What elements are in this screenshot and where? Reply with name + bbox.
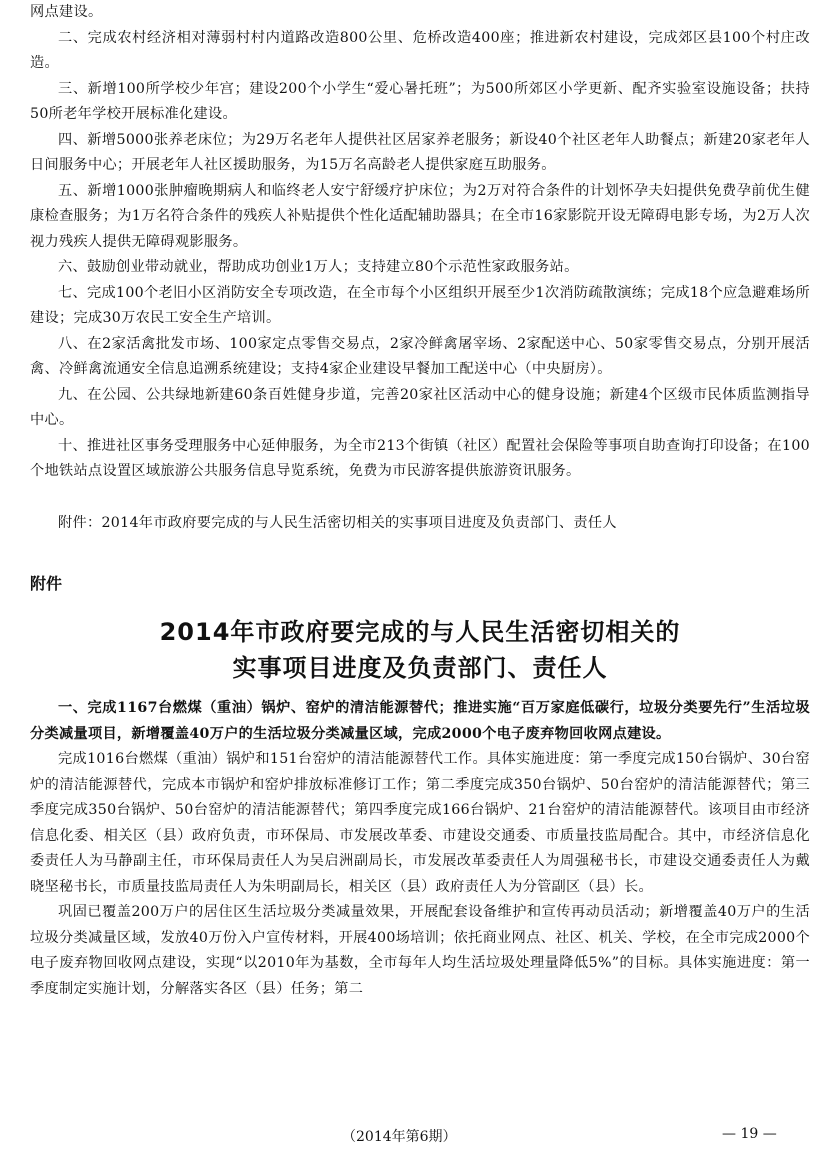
attachment-note: 附件：2014年市政府要完成的与人民生活密切相关的实事项目进度及负责部门、责任人	[58, 514, 617, 531]
attachment-heading: 附件	[30, 574, 63, 593]
item-6-paragraph: 六、鼓励创业带动就业，帮助成功创业1万人；支持建立80个示范性家政服务站。	[58, 259, 579, 275]
section-1-garbage-paragraph: 巩固已覆盖200万户的居住区生活垃圾分类减量效果，开展配套设备维护和宣传再动员活动；新增覆盖40万户的生活垃圾分类减量区域，发放40万份入户宣传材料，开展400场培训；依托商业网点、社区、机关、学校，在全市完成2000个电子废弃物回收网点建设，实现“以2010年为基数，全市每年人均生活垃圾处理量降低5%”的目标。具体实施进度：第一季度制定实施计划，分解落实各区（县）任务；第二	[30, 904, 810, 997]
item-7-paragraph: 七、完成100个老旧小区消防安全专项改造，在全市每个小区组织开展至少1次消防疏散演练；完成18个应急避难场所建设；完成30万农民工安全生产培训。	[30, 284, 810, 326]
paragraph-continuation: 网点建设。	[30, 4, 103, 20]
section-1-heading: 一、完成1167台燃煤（重油）锅炉、窑炉的清洁能源替代；推进实施“百万家庭低碳行，垃圾分类要先行”生活垃圾分类减量项目，新增覆盖40万户的生活垃圾分类减量区域，完成2000个电子废弃物回收网点建设。	[30, 700, 810, 742]
item-3-paragraph: 三、新增100所学校少年宫；建设200个小学生“爱心暑托班”；为500所郊区小学更新、配齐实验室设施设备；扶持50所老年学校开展标准化建设。	[30, 80, 810, 122]
document-page	[30, 0, 810, 1002]
item-5-paragraph: 五、新增1000张肿瘤晚期病人和临终老人安宁舒缓疗护床位；为2万对符合条件的计划怀孕夫妇提供免费孕前优生健康检查服务；为1万名符合条件的残疾人补贴提供个性化适配辅助器具；在全市16家影院开设无障碍电影专场，为2万人次视力残疾人提供无障碍观影服务。	[30, 182, 810, 250]
footer-issue-label: （2014年第6期）	[342, 1129, 457, 1145]
section-1-detail-paragraph: 完成1016台燃煤（重油）锅炉和151台窑炉的清洁能源替代工作。具体实施进度：第一季度完成150台锅炉、30台窑炉的清洁能源替代，完成本市锅炉和窑炉排放标准修订工作；第二季度完成350台锅炉、50台窑炉的清洁能源替代；第三季度完成350台锅炉、50台窑炉的清洁能源替代；第四季度完成166台锅炉、21台窑炉的清洁能源替代。该项目由市经济信息化委、相关区（县）政府负责，市环保局、市发展改革委、市建设交通委、市质量技监局配合。其中，市经济信息化委责任人为马静副主任，市环保局责任人为吴启洲副局长，市发展改革委责任人为周强秘书长，市建设交通委责任人为戴晓坚秘书长，市质量技监局责任人为朱明副局长，相关区（县）政府责任人为分管副区（县）长。	[30, 751, 810, 895]
item-2-paragraph: 二、完成农村经济相对薄弱村村内道路改造800公里、危桥改造400座；推进新农村建设，完成郊区县100个村庄改造。	[30, 29, 810, 71]
item-10-paragraph: 十、推进社区事务受理服务中心延伸服务，为全市213个街镇（社区）配置社会保险等事项自助查询打印设备；在100个地铁站点设置区域旅游公共服务信息导览系统，免费为市民游客提供旅游资讯服务。	[30, 437, 810, 479]
item-4-paragraph: 四、新增5000张养老床位；为29万名老年人提供社区居家养老服务；新设40个社区老年人助餐点；新建20家老年人日间服务中心；开展老年人社区援助服务，为15万名高龄老人提供家庭互助服务。	[30, 131, 810, 173]
document-title-line-2: 实事项目进度及负责部门、责任人	[232, 654, 608, 682]
item-8-paragraph: 八、在2家活禽批发市场、100家定点零售交易点，2家冷鲜禽屠宰场、2家配送中心、50家零售交易点，分别开展活禽、冷鲜禽流通安全信息追溯系统建设；支持4家企业建设早餐加工配送中心（中央厨房）。	[30, 335, 810, 377]
footer-page-number: — 19 —	[722, 1126, 777, 1142]
document-title-line-1: 2014年市政府要完成的与人民生活密切相关的	[159, 618, 681, 646]
item-9-paragraph: 九、在公园、公共绿地新建60条百姓健身步道，完善20家社区活动中心的健身设施；新建4个区级市民体质监测指导中心。	[30, 386, 810, 428]
